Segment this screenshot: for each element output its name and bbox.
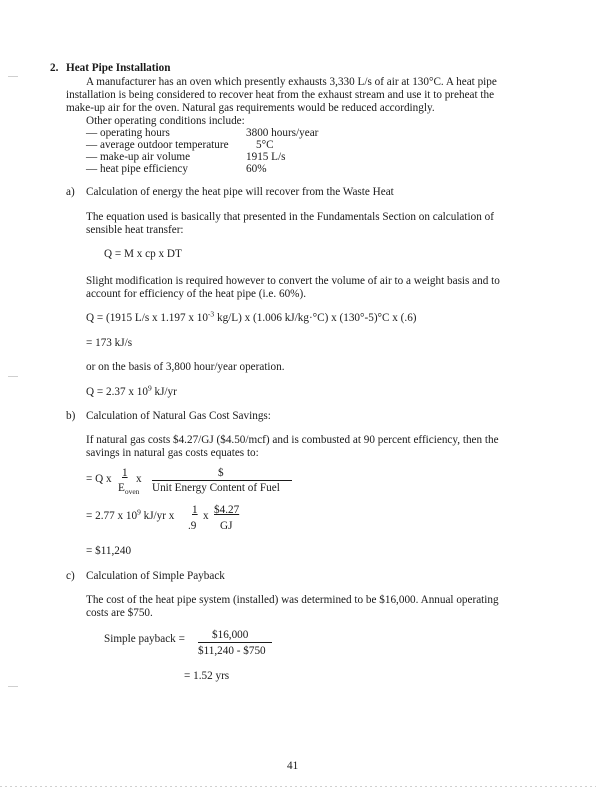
equation-q: Q = M x cp x DT xyxy=(104,248,182,260)
conditions-heading: Other operating conditions include: xyxy=(86,115,245,127)
page-number: 41 xyxy=(287,760,299,772)
savings-eq2-frac1-den: .9 xyxy=(188,520,197,532)
condition-value: 3800 hours/year xyxy=(246,127,319,139)
savings-eq2-frac1-num: 1 xyxy=(192,504,198,516)
intro-line: make-up air for the oven. Natural gas requirements would be reduced accordingly. xyxy=(66,102,435,114)
savings-eq2-frac2-den: GJ xyxy=(220,520,233,532)
part-b-marker: b) xyxy=(66,410,76,422)
part-c-heading: Calculation of Simple Payback xyxy=(86,570,225,582)
payback-label: Simple payback = xyxy=(104,633,185,645)
savings-eq2-frac2-num: $4.27 xyxy=(214,504,240,516)
condition-value: 60% xyxy=(246,163,267,175)
condition-value: 5°C xyxy=(256,139,274,151)
part-a-paragraph-line: Slight modification is required however to convert the volume of air to a weight basis and to xyxy=(86,275,500,287)
part-b-paragraph-line: savings in natural gas costs equates to: xyxy=(86,447,259,459)
part-a-marker: a) xyxy=(66,186,75,198)
savings-frac2-den: Unit Energy Content of Fuel xyxy=(152,482,280,494)
payback-numerator: $16,000 xyxy=(212,629,249,641)
part-a-paragraph-line: The equation used is basically that presented in the Fundamentals Section on calculation of xyxy=(86,211,494,223)
savings-result: = $11,240 xyxy=(86,545,132,557)
equation-result-kjs: = 173 kJ/s xyxy=(86,337,133,349)
condition-value: 1915 L/s xyxy=(246,151,286,163)
condition-label: — make-up air volume xyxy=(86,151,191,163)
part-a-paragraph-line: sensible heat transfer: xyxy=(86,224,184,236)
condition-label: — average outdoor temperature xyxy=(86,139,229,151)
part-c-marker: c) xyxy=(66,570,75,582)
section-number: 2. xyxy=(50,62,59,74)
part-c-paragraph-line: The cost of the heat pipe system (installed) was determined to be $16,000. Annual operating xyxy=(86,594,499,606)
part-c-paragraph-line: costs are $750. xyxy=(86,607,153,619)
savings-eq-times: x xyxy=(136,473,142,485)
savings-frac1-num: 1 xyxy=(122,467,128,479)
part-b-paragraph-line: If natural gas costs $4.27/GJ ($4.50/mcf) and is combusted at 90 percent efficiency, then the xyxy=(86,434,499,446)
section-title: Heat Pipe Installation xyxy=(66,62,171,74)
condition-label: — operating hours xyxy=(86,127,170,139)
savings-eq-prefix: = Q x xyxy=(86,473,112,485)
fraction-bar xyxy=(152,480,292,481)
savings-eq2-times: x xyxy=(203,510,209,522)
margin-mark xyxy=(8,686,18,687)
savings-frac2-num: $ xyxy=(218,467,224,479)
payback-denominator: $11,240 - $750 xyxy=(198,645,266,657)
condition-label: — heat pipe efficiency xyxy=(86,163,188,175)
savings-eq2-prefix: = 2.77 x $10^9$ kJ/yr x xyxy=(86,507,175,522)
payback-result: = 1.52 yrs xyxy=(184,670,230,682)
part-b-heading: Calculation of Natural Gas Cost Savings: xyxy=(86,410,271,422)
savings-frac1-den: $E_{oven}$ xyxy=(118,482,140,497)
intro-line: installation is being considered to recover heat from the exhaust stream and use it to preheat the xyxy=(66,89,495,101)
margin-mark xyxy=(8,376,18,377)
margin-mark xyxy=(8,76,18,77)
part-a-paragraph: or on the basis of 3,800 hour/year operation. xyxy=(86,361,285,373)
intro-line: A manufacturer has an oven which presently exhausts 3,330 L/s of air at 130°C. A heat pipe xyxy=(86,76,497,88)
part-a-paragraph-line: account for efficiency of the heat pipe (i.e. 60%). xyxy=(86,288,307,300)
part-a-heading: Calculation of energy the heat pipe will recover from the Waste Heat xyxy=(86,186,394,198)
equation-q-annual: Q = 2.37 x $10^9$ kJ/yr xyxy=(86,383,177,398)
fraction-bar xyxy=(198,642,272,643)
equation-q-expanded: Q = (1915 L/s x 1.197 x $10^{-3}$ kg/L) x (1.006 kJ/kg·°C) x (130°-5)°C x (.6) xyxy=(86,309,417,324)
scan-footer-dots xyxy=(0,786,596,787)
